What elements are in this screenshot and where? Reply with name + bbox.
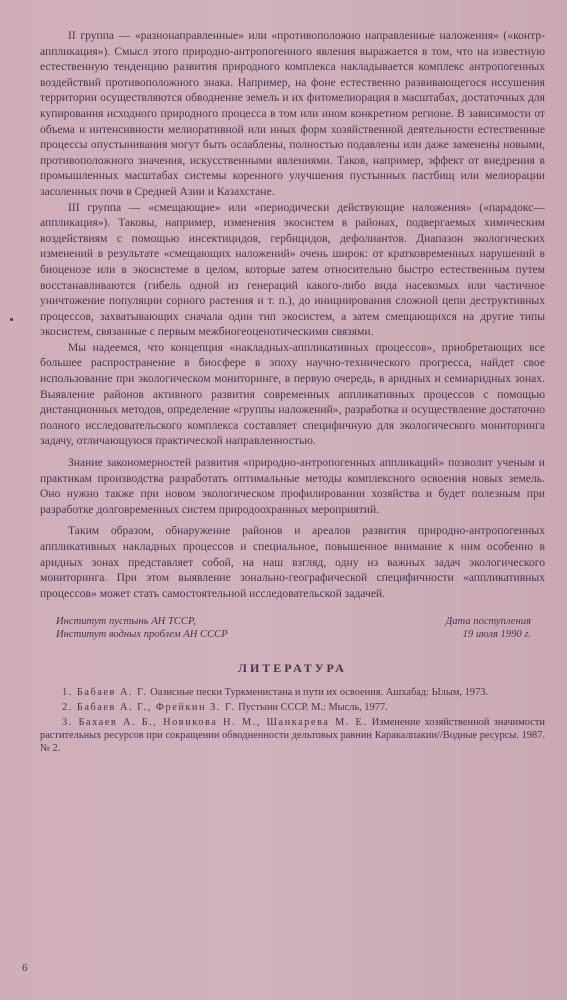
paragraph-group-3: III группа — «смещающие» или «периодически действующие наложения» («парадокс—аппликация»). Таковы, например, изменения экосистем в районах, подвергаемых химическим воздействиям с помощью инсектицидов, гербицидов, дефолиантов. Диапазон экологических изменений в результате «смещающих наложений» очень широк: от кратковременных нарушений в биоценозе или в экосистеме в целом, которые затем относительно быстро естественным путем восстанавливаются (гибель одной из генераций какого-либо вида насекомых или частичное уничтожение популяции сорного растения и т. п.), до инициирования сложной цепи деструктивных процессов, захватывающих сначала один тип экосистем, а затем смещающихся на другие типы экосистем, связанные с первым межбиогеоценотическими связями. [40, 200, 545, 339]
institute-1: Институт пустынь АН ТССР, [56, 616, 197, 628]
reference-author: 2. Бабаев А. Г., Фрейкин З. Г. [62, 702, 236, 714]
paragraph-conclusion-3: Таким образом, обнаружение районов и ареалов развития природно-антропогенных аппликативных накладных процессов и специальное, повышенное внимание к ним особенно в аридных зонах представляет собой, на наш взгляд, одну из важных задач экологического мониторинга. При этом выявление зонально-географической специфичности «аппликативных процессов» может стать самостоятельной исследовательской задачей. [40, 524, 545, 600]
date-label: Дата поступления [445, 616, 531, 628]
reference-item [40, 716, 545, 755]
received-date [445, 615, 545, 641]
reference-text: Изменение хозяйственной значимости растительных ресурсов при сокращении обводненности дельтовых равнин Каракалпакии//Водные ресурсы. 1987. № 2. [40, 717, 545, 755]
margin-mark [10, 318, 13, 321]
page-number: 6 [22, 962, 28, 974]
reference-text: Оазисные пески Туркменистана и пути их освоения. Ашхабад: Ылым, 1973. [150, 687, 488, 699]
affiliation-block [40, 615, 545, 641]
reference-item [40, 701, 545, 714]
literature-heading: ЛИТЕРАТУРА [238, 661, 347, 676]
paragraph-group-2: II группа — «разнонаправленные» или «противоположно направленные наложения» («контр-аппликация»). Смысл этого природно-антропогенного явления выражается в том, что на известную естественную тенденцию развития природного комплекса накладывается комплекс антропогенных воздействий противоположного знака. Например, на фоне естественно развивающегося иссушения территории осуществляются обводнение земель и их фитомелиорация в масштабах, достаточных для купирования исходного природного процесса в том или ином конкретном регионе. В зависимости от объема и интенсивности мелиоративной или иных форм хозяйственной деятельности естественные процессы опустынивания могут быть ослаблены, полностью подавлены или даже заменены новыми, противоположного значения, искусственными явлениями. Таков, например, эффект от внедрения в промышленных масштабах системы коренного улучшения пустынных пастбищ или мелиорации засоленных почв в Средней Азии и Казахстане. [40, 29, 545, 198]
paragraph-conclusion-1: Мы надеемся, что концепция «накладных-аппликативных процессов», приобретающих все большее распространение в биосфере в эпоху научно-технического прогресса, найдет свое использование при экологическом мониторинге, в первую очередь, в аридных и семиаридных зонах. Выявление районов активного развития современных аппликативных процессов с помощью дистанционных методов, определение «группы наложений», разработка и осуществление достаточно полного исследовательского комплекса составляет специфичную для экологического мониторинга задачу, отличающуюся практической направленностью. [40, 340, 545, 448]
date-value: 19 июля 1990 г. [462, 629, 531, 641]
reference-author: 3. Бахаев А. Б., Новикова Н. М., Шанкарева М. Е. [62, 717, 368, 729]
reference-author: 1. Бабаев А. Г. [62, 687, 148, 699]
paragraph-conclusion-2: Знание закономерностей развития «природно-антропогенных аппликаций» позволит ученым и практикам производства разработать оптимальные методы комплексного освоения новых земель. Оно нужно также при новом экологическом профилировании хозяйства и будет полезным при разработке долговременных систем природоохранных мероприятий. [40, 456, 545, 516]
reference-text: Пустыни СССР. М.: Мысль, 1977. [238, 702, 388, 714]
institute-2: Институт водных проблем АН СССР [56, 629, 228, 641]
reference-item [40, 686, 545, 699]
institute-list [40, 615, 228, 641]
